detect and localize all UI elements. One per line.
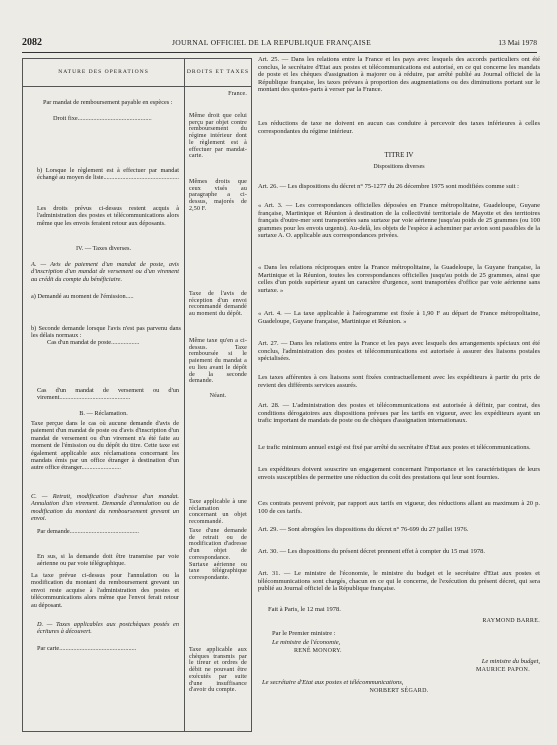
table-header-taxes: DROITS ET TAXES (186, 69, 250, 75)
signature-name: RENÉ MONORY. (294, 648, 342, 654)
table-row: Par demande............................................ (37, 528, 139, 535)
page-header (22, 37, 537, 49)
header-rule (22, 52, 537, 53)
table-row: C. — Retrait, modification d'adresse d'un mandat. Annulation d'un virement. Demande d'annulation ou de modification du montant du remboursement grevant un envoi. (31, 493, 179, 523)
section-heading: IV. — Taxes diverses. (75, 245, 132, 252)
table-row: En sus, si la demande doit être transmise par voie aérienne ou par voie télégraphique. (37, 553, 179, 568)
signature-role: Le secrétaire d'Etat aux postes et télécommunications, (262, 679, 404, 686)
article-paragraph: Art. 29. — Sont abrogées les dispositions du décret n° 76-699 du 27 juillet 1976. (258, 526, 469, 533)
journal-title: JOURNAL OFFICIEL DE LA REPUBLIQUE FRANÇAISE (172, 38, 372, 47)
tax-cell: Néant. (209, 393, 227, 399)
tax-cell: Taxe de l'avis de réception d'un envoi recommandé demandé au moment du dépôt. (189, 291, 247, 318)
table-column-divider (184, 59, 185, 731)
table-row: A. — Avis de paiement d'un mandat de poste, avis d'inscription d'un mandat de versement ou d'un virement au crédit du compte du bénéficiaire. (31, 261, 179, 283)
signature-role: Le ministre de l'économie, (272, 639, 341, 646)
article-paragraph: Art. 31. — Le ministre de l'économie, le ministre du budget et le secrétaire d'Etat aux postes et télécommunications sont chargés, chacun en ce qui le concerne, de l'exécution du présent décret, qui sera publié au Journal officiel de la République française. (258, 570, 540, 593)
tax-cell: France. (228, 91, 247, 97)
article-paragraph: Les réductions de taxe ne doivent en aucun cas conduire à percevoir des taxes inférieures à celles correspondantes du régime intérieur. (258, 120, 540, 135)
tax-cell: Taxe d'une demande de retrait ou de modification d'adresse d'un objet de correspondance. Surtaxe aérienne ou taxe télégraphique correspondante. (189, 528, 247, 581)
signature-role: Le ministre du budget, (481, 658, 540, 665)
article-paragraph: « Art. 3. — Les correspondances officielles déposées en France métropolitaine, Guadeloupe, Guyane française, Martinique et Réunion à destination de la collectivité territoriale de Mayotte et des territoires français d'outre-mer sont transportées sans surtaxe par voie aérienne jusqu'au poids de 25 grammes (ou 100 grammes pour les envois urgents). Au-delà, les objets de l'espèce à acheminer par avion sont passibles de la surtaxe A. O. applicable aux correspondances privées. (258, 202, 540, 240)
tax-cell: Même droit que celui perçu par objet contre remboursement du régime intérieur dont le règlement est à effectuer par mandat-carte. (189, 113, 247, 160)
article-paragraph: Le trafic minimum annuel exigé est fixé par arrêté du secrétaire d'Etat aux postes et télécommunications. (258, 444, 531, 451)
table-row: Par carte................................................. (37, 645, 137, 652)
signature-name: RAYMOND BARRE. (482, 618, 540, 624)
table-row: b) Seconde demande lorsque l'avis n'est pas parvenu dans les délais normaux : (31, 325, 181, 340)
table-row: Par mandat de remboursement payable en espèces : (43, 99, 173, 106)
article-paragraph: Art. 27. — Dans les relations entre la France et les pays avec lesquels des arrangements spéciaux ont été conclus, l'administration des postes et télécommunications est autorisée à assurer des liaisons postales spécialisées. (258, 340, 540, 363)
title-heading: TITRE IV (384, 151, 414, 159)
article-paragraph: « Art. 4. — La taxe applicable à l'aérogramme est fixée à 1,90 F au départ de France métropolitaine, Guadeloupe, Guyane française, Martinique et Réunion. » (258, 310, 540, 325)
signature-name: NORBERT SÉGARD. (369, 688, 429, 694)
article-paragraph: Art. 30. — Les dispositions du présent décret prennent effet à compter du 15 mai 1978. (258, 548, 485, 555)
signature-role: Par le Premier ministre : (272, 630, 336, 637)
table-row: D. — Taxes applicables aux postchèques postés en écritures à découvert. (37, 621, 179, 636)
title-subheading: Dispositions diverses (373, 164, 425, 170)
section-heading: B. — Réclamation. (79, 410, 128, 417)
decree-text-column (258, 56, 540, 736)
table-header-operations: NATURE DES OPERATIONS (58, 69, 149, 75)
table-row: Les droits prévus ci-dessus restent acquis à l'administration des postes et télécommunications alors même que les envois feraient retour aux déposants. (37, 205, 179, 227)
table-row: a) Demandé au moment de l'émission..... (31, 293, 134, 300)
article-paragraph: Art. 25. — Dans les relations entre la France et les pays avec lesquels des accords particuliers ont été conclus, le secrétaire d'Etat aux postes et télécommunications est autorisé, en ce qui concerne les mandats de poste et les chèques d'assignation à majorer ou à réduire, par arrêté publié au Journal officiel de la République française, les taxes prévues à proportion des augmentations ou des diminutions portant sur le montant des quotes-parts à verser par la France. (258, 56, 540, 94)
tax-cell: Même taxe qu'en a ci-dessus. Taxe remboursée si le paiement du mandat a eu lieu avant le dépôt de la seconde demande. (189, 338, 247, 385)
tax-cell: Mêmes droits que ceux visés au paragraphe a ci-dessus, majorés de 2,50 F. (189, 179, 247, 212)
article-paragraph: Art. 28. — L'administration des postes et télécommunications est autorisée à définir, par contrat, des conditions dérogatoires aux dispositions prévues par les tarifs en vigueur, avec les expéditeurs ayant un trafic important de mandats de poste ou de chèques d'assignation internationaux. (258, 402, 540, 425)
table-row: b) Lorsque le règlement est à effectuer par mandat échangé au moyen de liste................................................ (37, 167, 180, 182)
signing-place-date: Fait à Paris, le 12 mai 1978. (268, 606, 341, 613)
table-header-rule (23, 86, 251, 87)
page-number: 2082 (22, 37, 42, 48)
signature-name: MAURICE PAPON. (476, 667, 530, 673)
tax-cell: Taxe applicable aux chèques transmis par le tireur et ordres de débit ne pouvant être exécutés par suite d'une insuffisance d'avoir du compte. (189, 647, 247, 694)
table-row: Cas d'un mandat de versement ou d'un virement............................................. (37, 387, 179, 402)
issue-date: 13 Mai 1978 (498, 38, 537, 47)
table-row: Droit fixe............................................... (53, 115, 152, 122)
article-paragraph: Ces contrats peuvent prévoir, par rapport aux tarifs en vigueur, des réductions allant au maximum à 20 p. 100 de ces tarifs. (258, 500, 540, 515)
article-paragraph: « Dans les relations réciproques entre la France métropolitaine, la Guadeloupe, la Guyane française, la Martinique et la Réunion, toutes les correspondances officielles jusqu'au poids de 25 grammes, ainsi que celles d'un poids supérieur ayant un caractère d'urgence, sont transportées d'office par voie aérienne sans surtaxe. » (258, 264, 540, 294)
tariff-table (22, 58, 252, 732)
article-paragraph: Les taxes afférentes à ces liaisons sont fixées contractuellement avec les expéditeurs à partir du prix de revient des différents services assurés. (258, 374, 540, 389)
article-paragraph: Art. 26. — Les dispositions du décret n° 75-1277 du 26 décembre 1975 sont modifiées comme suit : (258, 183, 519, 190)
table-row: Cas d'un mandat de poste.................. (47, 339, 140, 346)
article-paragraph: Les expéditeurs doivent souscrire un engagement concernant l'importance et les caractéristiques de leurs envois susceptibles de permettre une réduction du coût des prestations qui leur sont fournies. (258, 466, 540, 481)
table-row: Taxe perçue dans le cas où aucune demande d'avis de paiement d'un mandat de poste ou d'avis d'inscription d'un mandat de versement ou d'un virement n'a été faite au moment de l'émission ou du dépôt du titre. Cette taxe est également applicable aux réclamations concernant les mandats émis par un office étranger à destination d'un autre office étranger......................... (31, 420, 179, 472)
table-row: La taxe prévue ci-dessus pour l'annulation ou la modification du montant du remboursement grevant un envoi reste acquise à l'administration des postes et télécommunications alors même que l'envoi ferait retour au déposant. (31, 572, 179, 609)
tax-cell: Taxe applicable à une réclamation concernant un objet recommandé. (189, 499, 247, 526)
